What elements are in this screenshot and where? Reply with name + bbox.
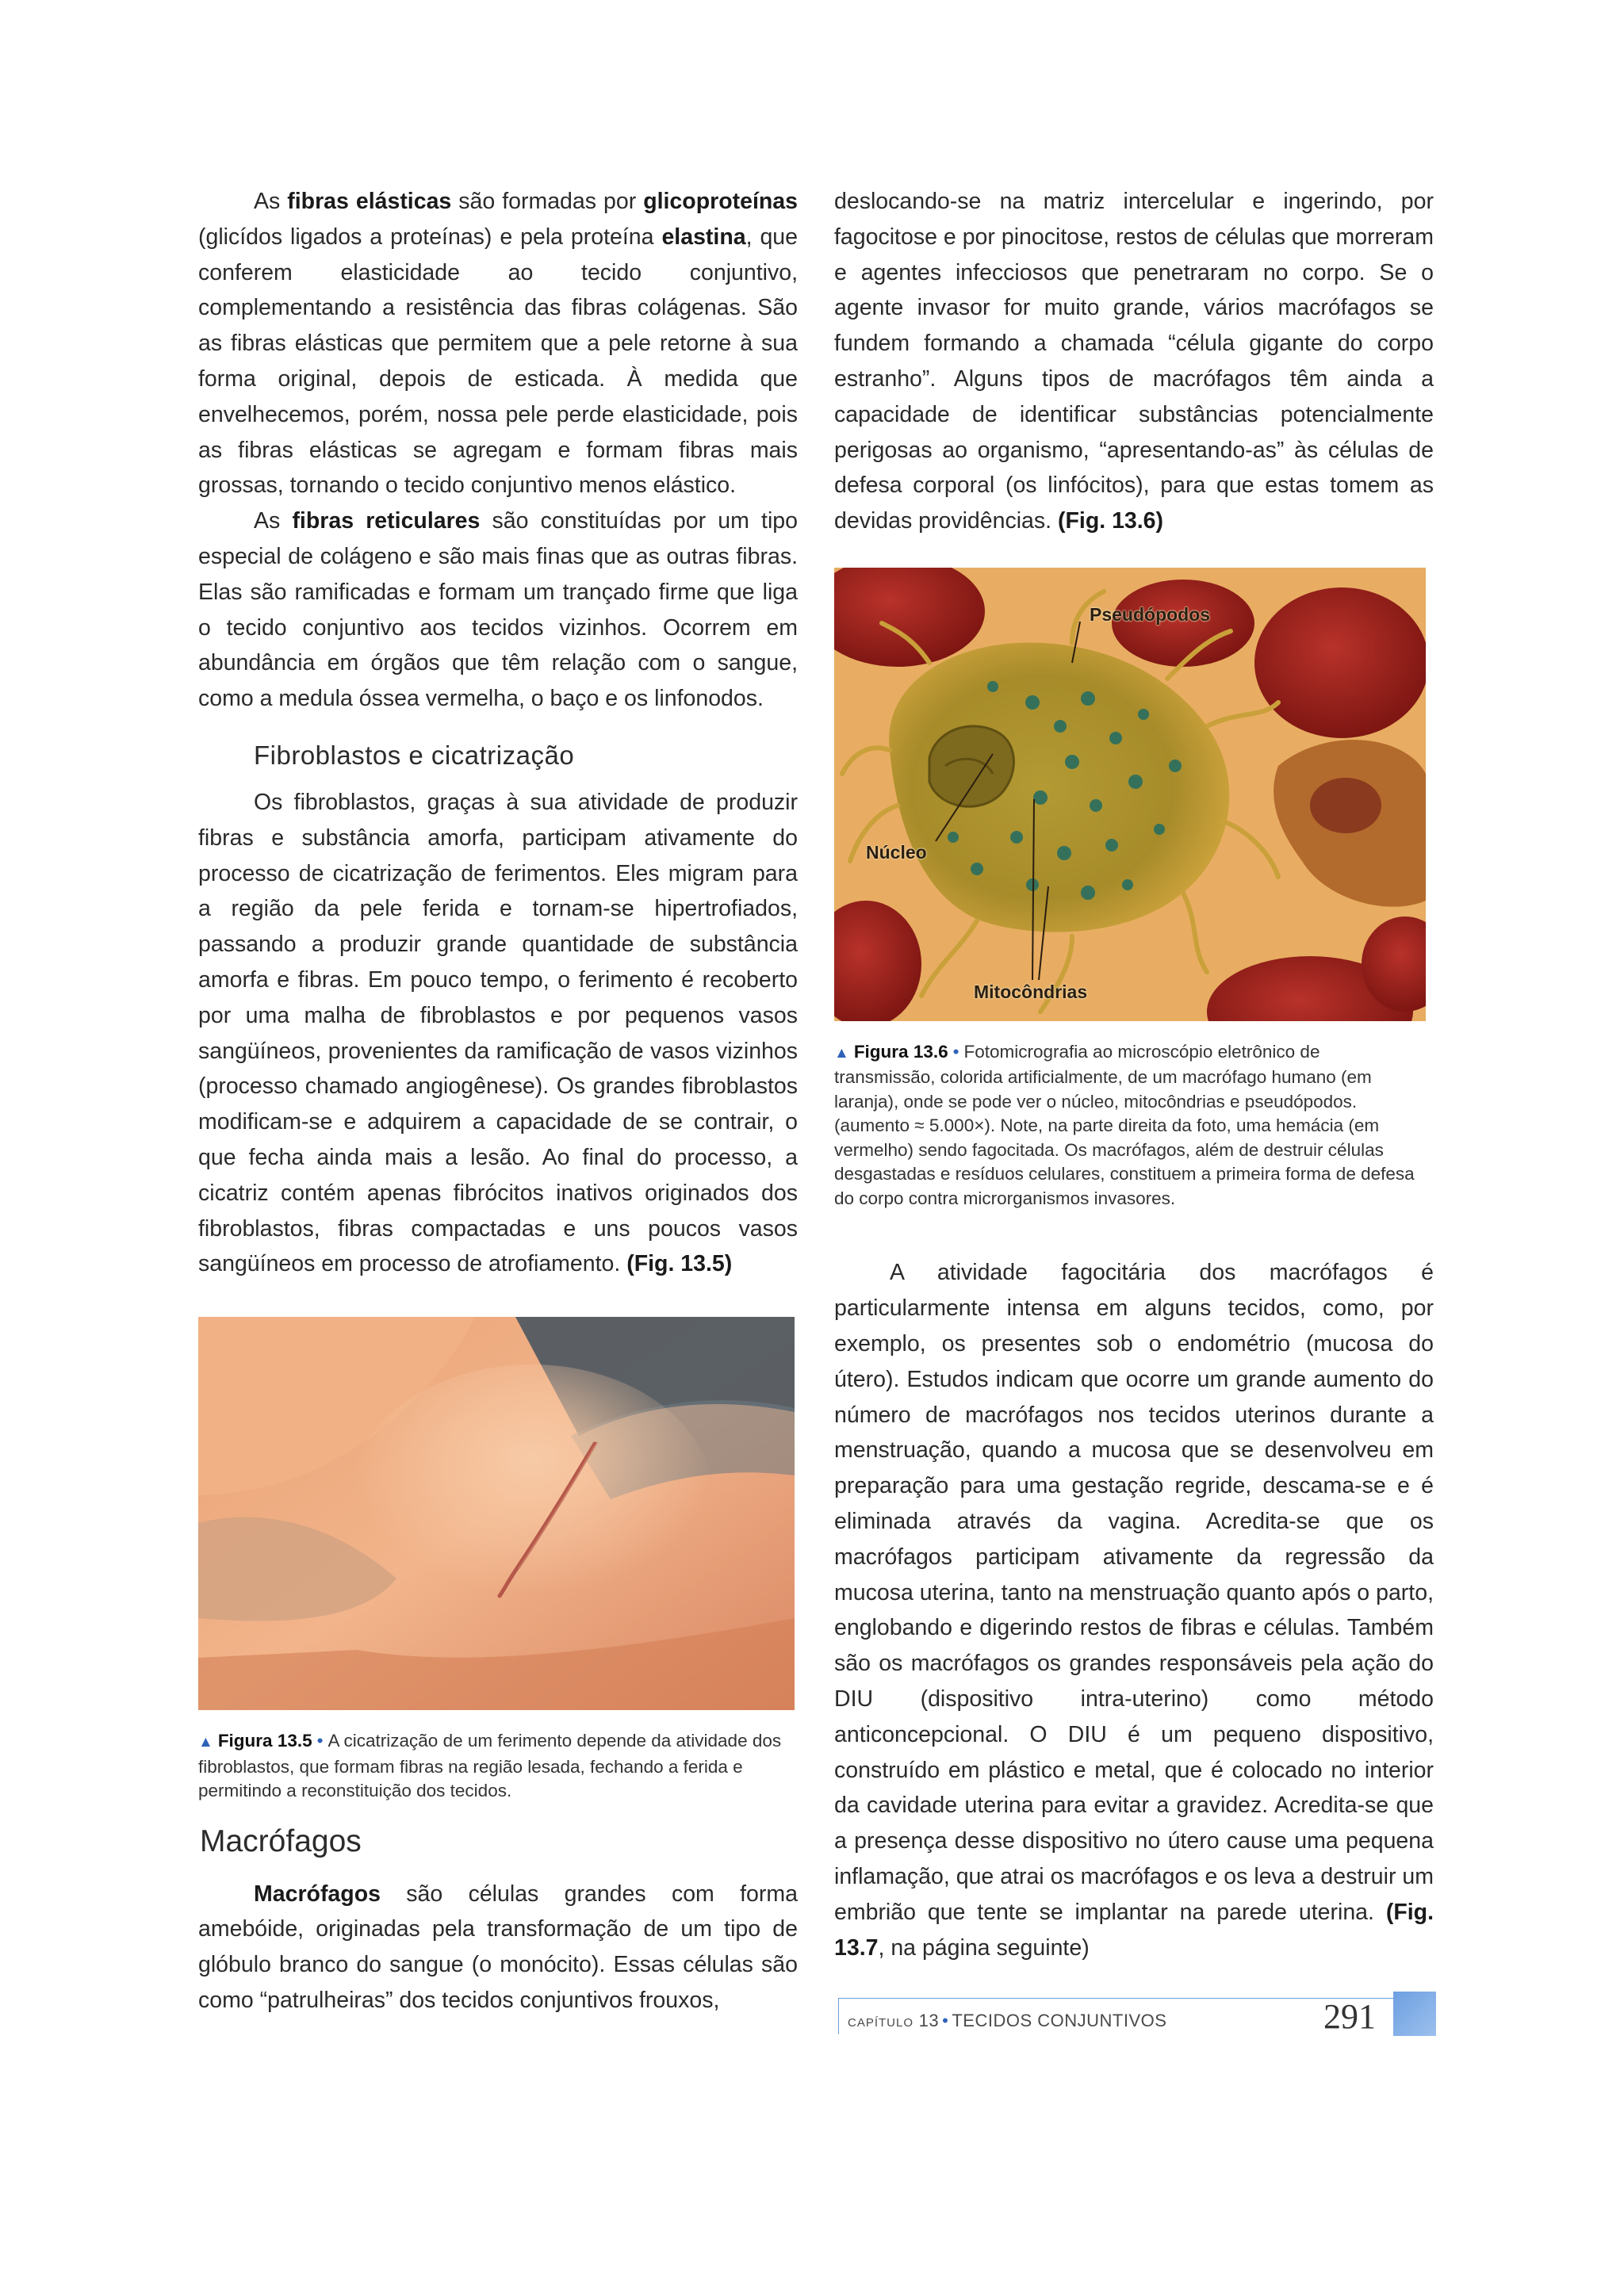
chapter-number: 13: [918, 2011, 940, 2030]
bullet-icon: •: [942, 2011, 949, 2030]
paragraph-fibras-elasticas: [198, 184, 798, 503]
figure-13-6-label: Figura 13.6: [853, 1041, 948, 1062]
paragraph-fibras-reticulares: [198, 503, 798, 717]
right-column: [834, 184, 1434, 1965]
label-nucleo: Núcleo: [866, 841, 927, 863]
figure-reference: (Fig. 13.6): [1058, 508, 1164, 534]
term-fibras-reticulares: fibras reticulares: [292, 508, 481, 534]
wound-photo: [198, 1317, 795, 1710]
text-run: A atividade fagocitária dos macrófagos é particularmente intensa em alguns tecidos, como, por exemplo, os presentes sob o endométrio (mucosa do útero). Estudos indicam que ocorre um grande aumento do número de macrófagos nos tecidos uterinos durante a menstruação, quando a mucosa que se desenvolveu em preparação para uma gestação regride, descama-se e é eliminada através da vagina. Acredita-se que os macrófagos participam ativamente da regressão da mucosa uterina, tanto na menstruação quanto após o parto, englobando e digerindo restos de fibras e células. Também são os macrófagos os grandes responsáveis pela ação do DIU (dispositivo intra-uterino) como método anticoncepcional. O DIU é um pequeno dispositivo, construído em plástico e metal, que é colocado no interior da cavidade uterina para evitar a gravidez. Acredita-se que a presença desse dispositivo no útero cause uma pequena inflamação, que atrai os macrófagos e os leva a destruir um embrião que tente se implantar na parede uterina.: [834, 1260, 1434, 1925]
bullet-icon: •: [316, 1731, 324, 1751]
micrograph-illustration: [834, 568, 1426, 1021]
figure-13-6-caption-text: Fotomicrografia ao microscópio eletrônico de transmissão, colorida artificialmente, de um macrófago humano (em laranja), onde se pode ver o núcleo, mitocôndrias e pseudópodos. (aumento ≈ 5.000×). Note, na parte direita da foto, uma hemácia (em vermelho) sendo fagocitada. Os macrófagos, além de destruir células desgastadas e resíduos celulares, constituem a primeira forma de defesa do corpo contra microrganismos invasores.: [834, 1041, 1415, 1208]
figure-13-5-caption-text: A cicatrização de um ferimento depende da atividade dos fibroblastos, que formam fibras na região lesada, fechando a ferida e permitindo a reconstituição dos tecidos.: [198, 1731, 782, 1801]
page-number: 291: [1323, 1997, 1376, 2036]
term-macrofagos: Macrófagos: [254, 1881, 381, 1907]
text-run: deslocando-se na matriz intercelular e ingerindo, por fagocitose e por pinocitose, restos de células que morreram e agentes infecciosos que penetraram no corpo. Se o agente invasor for muito grande, vários macrófagos se fundem formando a chamada “célula gigante do corpo estranho”. Alguns tipos de macrófagos têm ainda a capacidade de identificar substâncias potencialmente perigosas ao organismo, “apresentando-as” às células de defesa corporal (os linfócitos), para que estas tomem as devidas providências.: [834, 189, 1434, 534]
bullet-icon: •: [952, 1041, 959, 1062]
term-glicoproteinas: glicoproteínas: [643, 189, 798, 214]
text-run: são formadas por: [451, 189, 644, 214]
figure-13-6-caption: [834, 1040, 1434, 1211]
text-run: , que conferem elasticidade ao tecido conjuntivo, complementando a resistência das fibras colágenas. São as fibras elásticas que permitem que a pele retorne à sua forma original, depois de esticada. À medida que envelhecemos, porém, nossa pele perde elasticidade, pois as fibras elásticas se agregam e formam fibras mais grossas, tornando o tecido conjuntivo menos elástico.: [198, 224, 798, 499]
text-run: são células grandes com forma amebóide, originadas pela transformação de um tipo de glóbulo branco do sangue (o monócito). Essas células são como “patrulheiras” dos tecidos conjuntivos frouxos,: [198, 1881, 798, 2013]
subheading-fibroblastos: Fibroblastos e cicatrização: [254, 740, 575, 770]
text-run: são constituídas por um tipo especial de colágeno e são mais finas que as outras fibras. Elas são ramificadas e formam um trançado firme que liga o tecido conjuntivo aos tecidos vizinhos. Ocorrem em abundância em órgãos que têm relação com o sangue, como a medula óssea vermelha, o baço e os linfonodos.: [198, 508, 798, 712]
text-run: As: [254, 189, 288, 214]
text-run: , na página seguinte): [878, 1934, 1090, 1961]
chapter-label: [848, 2011, 1166, 2031]
label-mitocondrias: Mitocôndrias: [974, 981, 1088, 1002]
chapter-word: CAPÍTULO: [848, 2016, 914, 2030]
paragraph-fibroblastos: [198, 785, 798, 1282]
footer-color-block: [1393, 1992, 1436, 2036]
left-column: [198, 184, 798, 2019]
figure-reference: (Fig. 13.7: [834, 1899, 1434, 1961]
paragraph-atividade-fagocitaria: [834, 1255, 1434, 1965]
heading-macrofagos: Macrófagos: [200, 1823, 362, 1858]
text-run: As: [254, 508, 293, 534]
term-fibras-elasticas: fibras elásticas: [287, 189, 452, 214]
figure-reference: (Fig. 13.5): [626, 1251, 733, 1277]
macrophage-micrograph: [834, 568, 1426, 1021]
term-elastina: elastina: [661, 224, 746, 250]
triangle-icon: ▲: [198, 1734, 213, 1751]
paragraph-macrofagos: [198, 1877, 798, 2019]
wound-photo-illustration: [198, 1317, 795, 1710]
triangle-icon: ▲: [834, 1044, 849, 1062]
text-run: Os fibroblastos, graças à sua atividade de produzir fibras e substância amorfa, participam ativamente do processo de cicatrização de ferimentos. Eles migram para a região da pele ferida e tornam-se hipertrofiados, passando a produzir grande quantidade de substância amorfa e fibras. Em pouco tempo, o ferimento é recoberto por uma malha de fibroblastos e por pequenos vasos sangüíneos, provenientes da ramificação de vasos vizinhos (processo chamado angiogênese). Os grandes fibroblastos modificam-se e adquirem a capacidade de se contrair, o que fecha ainda mais a lesão. Ao final do processo, a cicatriz contém apenas fibrócitos inativos originados dos fibroblastos, fibras compactadas e uns poucos vasos sangüíneos em processo de atrofiamento.: [198, 789, 798, 1277]
paragraph-macrofagos-continued: [834, 184, 1434, 539]
figure-13-5-label: Figura 13.5: [217, 1731, 312, 1751]
page-footer: [838, 1990, 1436, 2034]
text-run: (glicídos ligados a proteínas) e pela proteína: [198, 224, 662, 250]
chapter-title: TECIDOS CONJUNTIVOS: [952, 2011, 1167, 2030]
figure-13-5-caption: [198, 1729, 798, 1804]
label-pseudopodos: Pseudópodos: [1090, 603, 1211, 625]
